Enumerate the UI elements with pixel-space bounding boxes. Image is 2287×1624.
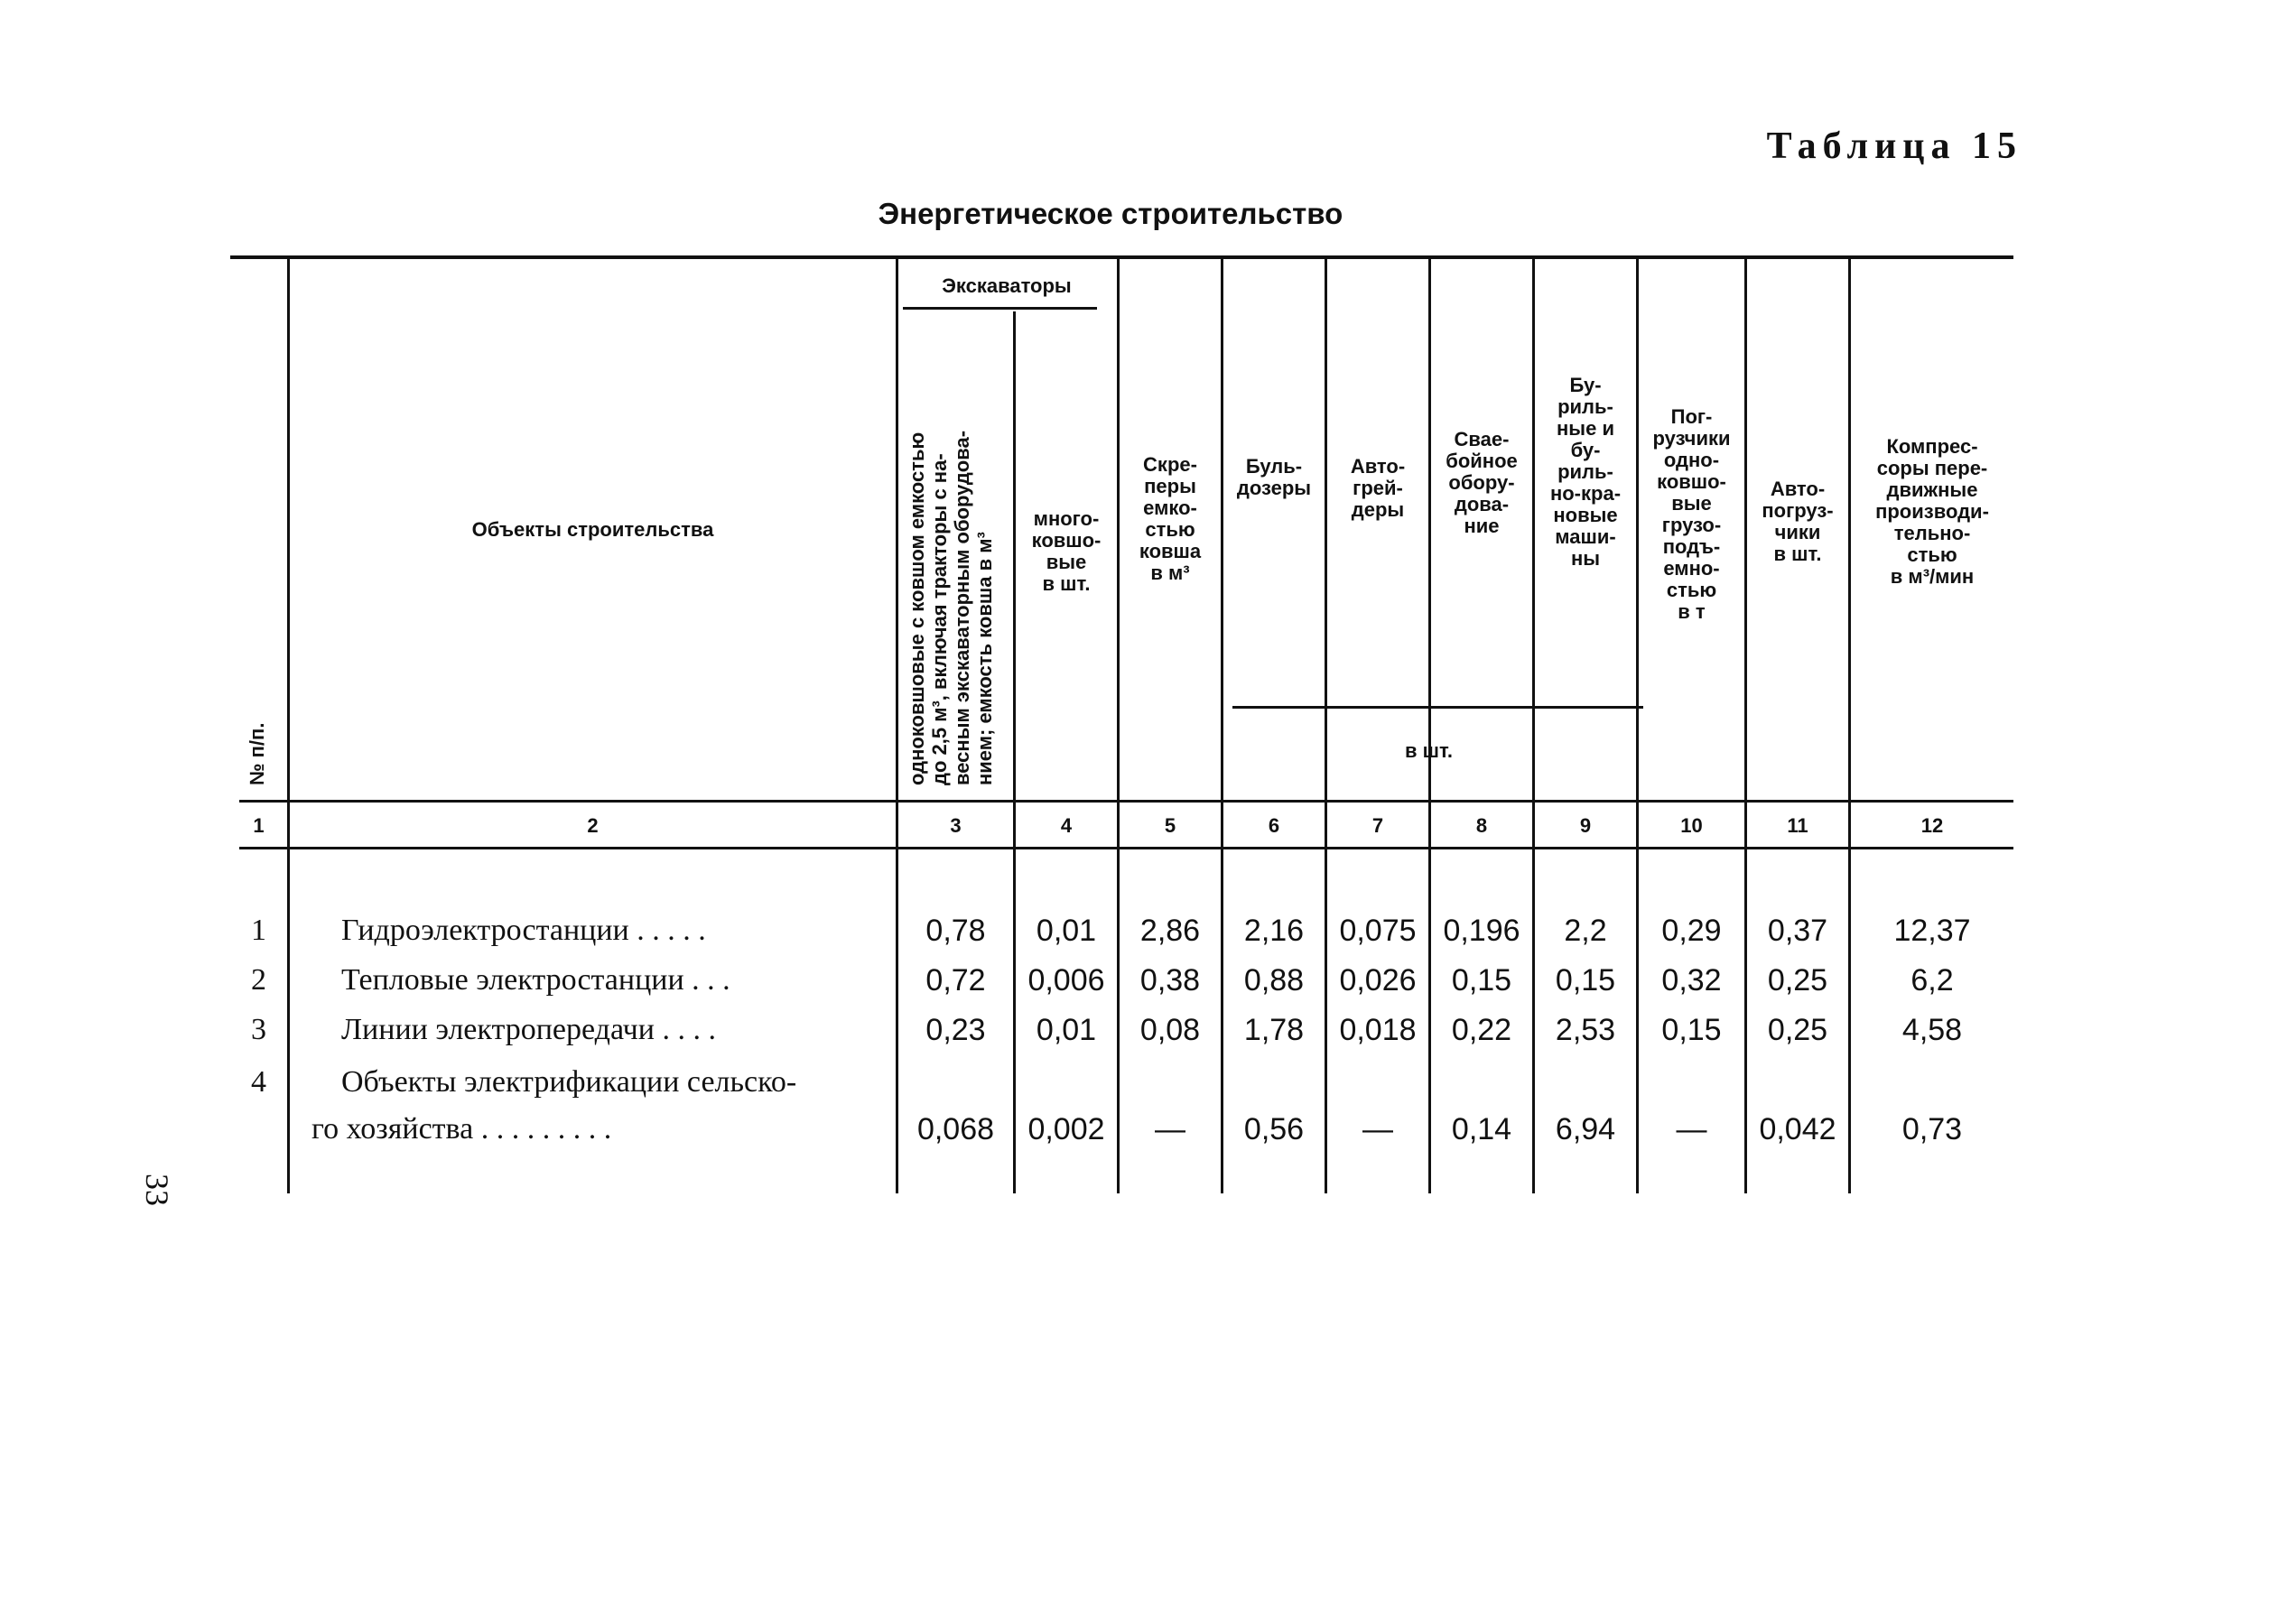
colnum-2: 2 — [587, 814, 599, 837]
colnum-6: 6 — [1268, 814, 1280, 837]
vline-3 — [1013, 311, 1016, 1193]
row-3-col-6: 1,78 — [1243, 1013, 1305, 1047]
row-1-col-8: 0,196 — [1443, 914, 1520, 948]
row-2-col-11: 0,25 — [1767, 963, 1828, 998]
header-compressors: Компрес- соры пере- движные производи- тельно- стью в м³/мин — [1875, 435, 1989, 588]
header-objects: Объекты строительства — [471, 518, 714, 541]
row-2-col-9: 0,15 — [1555, 963, 1616, 998]
colnum-10: 10 — [1680, 814, 1703, 837]
header-bulldozers: Буль- дозеры — [1236, 455, 1312, 499]
header-autoloaders: Авто- погруз- чики в шт. — [1762, 478, 1834, 565]
vline-7 — [1428, 259, 1431, 1193]
header-num: № п/п. — [246, 722, 268, 785]
colnum-9: 9 — [1579, 814, 1592, 837]
vline-9 — [1636, 259, 1639, 1193]
colnum-1: 1 — [253, 814, 265, 837]
row-3-col-10: 0,15 — [1661, 1013, 1722, 1047]
row-3-col-11: 0,25 — [1767, 1013, 1828, 1047]
vline-5 — [1221, 259, 1223, 1193]
excavator-group-rule — [903, 307, 1097, 310]
row-2-col-3: 0,72 — [925, 963, 986, 998]
colnum-7: 7 — [1371, 814, 1384, 837]
row-2-col-8: 0,15 — [1451, 963, 1512, 998]
row-1-col-3: 0,78 — [925, 914, 986, 948]
header-single-bucket: одноковшовые с ковшом емкостью до 2,5 м³, включая тракторы с на- весным экскаваторным оборудова- нием; емкость ковша в м³ — [906, 430, 996, 785]
row-3-col-3: 0,23 — [925, 1013, 986, 1047]
vline-11 — [1848, 259, 1851, 1193]
header-scrapers: Скре- перы емко- стью ковша в м³ — [1139, 453, 1202, 584]
row-1-col-5: 2,86 — [1139, 914, 1201, 948]
page-number: 33 — [139, 1174, 175, 1206]
colnum-5: 5 — [1164, 814, 1176, 837]
row-4-col-5: — — [1155, 1112, 1185, 1146]
row-3-name: Линии электропередачи . . . . — [341, 1013, 716, 1046]
row-1-num: 1 — [251, 914, 266, 947]
row-1-col-11: 0,37 — [1767, 914, 1828, 948]
vline-2 — [896, 259, 898, 1193]
row-3-col-12: 4,58 — [1901, 1013, 1963, 1047]
row-2-col-12: 6,2 — [1910, 963, 1954, 998]
row-3-col-7: 0,018 — [1339, 1013, 1417, 1047]
row-4-col-4: 0,002 — [1027, 1112, 1105, 1146]
vline-6 — [1325, 259, 1327, 1193]
row-4-col-9: 6,94 — [1555, 1112, 1616, 1146]
row-1-col-7: 0,075 — [1339, 914, 1417, 948]
row-3-num: 3 — [251, 1013, 266, 1046]
colnum-bottom-rule — [239, 847, 2013, 849]
colnum-12: 12 — [1920, 814, 1944, 837]
row-2-name: Тепловые электростанции . . . — [341, 963, 730, 997]
vline-1 — [287, 259, 290, 1193]
table-title: Энергетическое строительство — [878, 197, 1343, 230]
row-1-col-4: 0,01 — [1036, 914, 1097, 948]
row-4-col-3: 0,068 — [916, 1112, 995, 1146]
row-3-col-4: 0,01 — [1036, 1013, 1097, 1047]
row-2-col-5: 0,38 — [1139, 963, 1201, 998]
header-in-pieces: в шт. — [1405, 739, 1453, 762]
row-1-col-6: 2,16 — [1243, 914, 1305, 948]
row-4-col-12: 0,73 — [1901, 1112, 1963, 1146]
header-drilling: Бу- риль- ные и бу- риль- но-кра- новые маши- ны — [1549, 374, 1622, 570]
header-excavators-group: Экскаваторы — [942, 274, 1072, 297]
row-2-col-6: 0,88 — [1243, 963, 1305, 998]
colnum-3: 3 — [950, 814, 962, 837]
row-2-col-4: 0,006 — [1027, 963, 1105, 998]
row-2-col-10: 0,32 — [1661, 963, 1722, 998]
row-4-col-10: — — [1676, 1112, 1707, 1146]
header-loaders: Пог- рузчики одно- ковшо- вые грузо- подъ- емно- стью в т — [1652, 405, 1731, 623]
in-pieces-rule — [1232, 706, 1643, 709]
row-4-num: 4 — [251, 1065, 266, 1099]
row-4-col-8: 0,14 — [1451, 1112, 1512, 1146]
header-bottom-rule — [239, 800, 2013, 803]
row-2-col-7: 0,026 — [1339, 963, 1417, 998]
colnum-11: 11 — [1787, 814, 1808, 837]
row-3-col-8: 0,22 — [1451, 1013, 1512, 1047]
header-graders: Авто- грей- деры — [1350, 455, 1406, 521]
row-4-name-continued: го хозяйства . . . . . . . . . — [311, 1112, 612, 1146]
row-2-num: 2 — [251, 963, 266, 997]
row-4-name: Объекты электрификации сельско- — [341, 1065, 797, 1099]
row-1-col-10: 0,29 — [1661, 914, 1722, 948]
row-4-col-11: 0,042 — [1759, 1112, 1836, 1146]
row-1-name: Гидроэлектростанции . . . . . — [341, 914, 706, 947]
row-4-col-6: 0,56 — [1243, 1112, 1305, 1146]
table-label: Таблица 15 — [1766, 125, 2022, 167]
row-4-col-7: — — [1362, 1112, 1393, 1146]
header-multi-bucket: много- ковшо- вые в шт. — [1031, 507, 1102, 595]
row-3-col-9: 2,53 — [1555, 1013, 1616, 1047]
header-piling: Сваe- бойное обору- дова- ние — [1446, 428, 1518, 537]
row-3-col-5: 0,08 — [1139, 1013, 1201, 1047]
colnum-4: 4 — [1060, 814, 1073, 837]
vline-4 — [1117, 259, 1120, 1193]
colnum-8: 8 — [1475, 814, 1488, 837]
vline-10 — [1744, 259, 1747, 1193]
row-1-col-12: 12,37 — [1893, 914, 1971, 948]
row-1-col-9: 2,2 — [1564, 914, 1607, 948]
